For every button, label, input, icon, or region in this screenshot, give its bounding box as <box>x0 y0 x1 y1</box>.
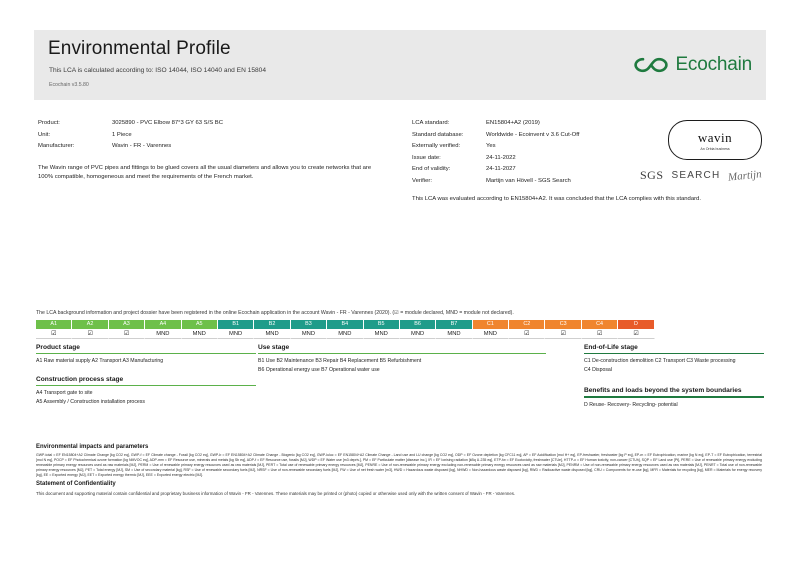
module-value: MND <box>327 329 363 339</box>
module-cell <box>218 320 254 339</box>
module-code: A4 <box>145 320 181 329</box>
benefits-block <box>584 387 764 409</box>
construction-stage-item: A4 Transport gate to site <box>36 390 93 397</box>
module-cell <box>327 320 363 339</box>
module-cell <box>618 320 654 339</box>
module-value: MND <box>436 329 472 339</box>
module-value: MND <box>473 329 509 339</box>
impacts-body: GWP-total = EF EN15804+A2 Climate Change [kg CO2 eq], GWP-f = EF Climate change - Fossil [kg CO2 eq], GWP-b = EF EN15804+A2 Climate Change - Biogenic [kg CO2 eq], GWP-luluc = EF EN15804+A2 Climate Change - Land use and LU change [kg CO2 eq], ODP = EF Ozone depletion [kg CFC11 eq], AP = EF Acidification [mol H+ eq], EP-freshwater, freshwater [kg P eq], EP-m = EF Eutrophication, marine [kg N eq], EP-T = EF Eutrophication, terrestrial [mol N eq], POCP = EF Photochemical ozone formation [kg NMVOC eq], ADP-mm = EF Resource use, minerals and metals [kg Sb eq], ADP-f = EF Resource use, fossils [MJ], WDP = EF Water use [m3 depriv.], PM = EF Particulate matter [disease inc.], IR = EF Ionising radiation [kBq U-235 eq], ETP-fw = EF Ecotoxicity, freshwater [CTUe], HTTP-c = EF Human toxicity, non-cancer [CTUh], SQP = EF Land use [Pt], PERE = Use of renewable primary energy excluding renewable primary energy resources used as raw materials [MJ], PERM = Use of renewable primary energy resources used as raw materials [MJ], PERT = Total use of renewable primary energy resources [MJ], PENRE = Use of non-renewable primary energy excluding non-renewable primary energy resources used as raw materials [MJ], PENRM = Use of non-renewable primary energy resources used as raw materials [MJ], PENRT = Total use of non-renewable primary energy resources [MJ], PET = Total energy [MJ], SM = Use of secondary material [kg], RSF = Use of renewable secondary fuels [MJ], NRSF = Use of non-renewable secondary fuels [MJ], FW = Use of net fresh water [m3], HWD = Hazardous waste disposed [kg], NHWD = Non-hazardous waste disposed [kg], RWD = Radioactive waste disposed [kg], CRU = Components for re-use [kg], MFR = Materials for recycling [kg], MER = Materials for energy recovery [kg], EE = Exported energy [MJ], EET = Exported energy thermic [MJ], EEE = Exported energy electric [MJ]. <box>36 453 762 478</box>
ecochain-logo <box>634 54 752 76</box>
use-stage-item: B1 Use B2 Maintenance B3 Repair B4 Replacement B5 Refurbishment <box>258 358 422 365</box>
search-logo: SEARCH <box>671 170 721 181</box>
meta-key: Issue date: <box>412 154 441 161</box>
module-value: ☑ <box>109 329 145 339</box>
module-value: MND <box>400 329 436 339</box>
module-group-use <box>218 320 473 339</box>
meta-value: 24-11-2022 <box>486 154 516 161</box>
module-cell <box>254 320 290 339</box>
module-cell <box>291 320 327 339</box>
module-cell <box>473 320 509 339</box>
eol-stage-block <box>584 344 764 375</box>
module-value: MND <box>145 329 181 339</box>
module-group-benefits <box>618 320 654 339</box>
meta-row <box>412 118 652 130</box>
meta-key: Product: <box>38 120 60 126</box>
module-cell <box>145 320 181 339</box>
modules-note: The LCA background information and project dossier have been registered in the online Ecochain application in the account Wavin - FR - Varennes (2020). (☑ = module declared, MND = module not declared). <box>36 310 514 316</box>
use-stage-title: Use stage <box>258 344 290 351</box>
module-cell <box>436 320 472 339</box>
meta-value: Worldwide - Ecoinvent v 3.6 Cut-Off <box>486 131 580 138</box>
eol-stage-title: End-of-Life stage <box>584 344 638 351</box>
benefits-title: Benefits and loads beyond the system boundaries <box>584 387 742 395</box>
meta-row <box>38 130 378 142</box>
wavin-logo <box>668 120 762 160</box>
module-value: MND <box>182 329 218 339</box>
page-title: Environmental Profile <box>48 38 231 59</box>
meta-value: 1 Piece <box>112 131 132 138</box>
module-cell <box>545 320 581 339</box>
benefits-item: D Reuse- Recovery- Recycling- potential <box>584 401 678 408</box>
module-code: A1 <box>36 320 72 329</box>
eol-stage-item: C1 De-construction demolition C2 Transport C3 Waste processing <box>584 358 736 365</box>
meta-key: Standard database: <box>412 131 464 138</box>
construction-stage-block <box>36 376 256 407</box>
module-cell <box>182 320 218 339</box>
confidentiality-section <box>36 481 762 497</box>
module-code: A2 <box>72 320 108 329</box>
stage-right-column <box>584 344 764 410</box>
module-code: B7 <box>436 320 472 329</box>
construction-stage-title: Construction process stage <box>36 376 124 383</box>
meta-left-column <box>38 118 378 183</box>
module-cell <box>582 320 618 339</box>
module-code: B2 <box>254 320 290 329</box>
meta-row <box>412 164 652 176</box>
meta-row <box>38 118 378 130</box>
module-cell <box>400 320 436 339</box>
module-value: ☑ <box>545 329 581 339</box>
module-group-eol <box>473 320 619 339</box>
meta-row <box>412 153 652 165</box>
product-stage-items: A1 Raw material supply A2 Transport A3 Manufacturing <box>36 358 164 365</box>
confidentiality-title: Statement of Confidentiality <box>36 481 116 487</box>
module-code: B3 <box>291 320 327 329</box>
product-stage-block <box>36 344 256 366</box>
module-code: B6 <box>400 320 436 329</box>
use-stage-block <box>258 344 546 375</box>
meta-right-column <box>412 118 652 187</box>
module-code: A3 <box>109 320 145 329</box>
meta-row <box>412 130 652 142</box>
meta-key: LCA standard: <box>412 120 450 126</box>
meta-value: 3025890 - PVC Elbow 87°3 GY 63 S/S BC <box>112 120 223 126</box>
impacts-title: Environmental impacts and parameters <box>36 444 149 450</box>
module-code: C1 <box>473 320 509 329</box>
module-code: B5 <box>364 320 400 329</box>
meta-key: Externally verified: <box>412 143 461 149</box>
meta-row <box>412 141 652 153</box>
module-value: ☑ <box>509 329 545 339</box>
brand-name: Ecochain <box>675 54 752 75</box>
meta-value: Wavin - FR - Varennes <box>112 143 172 149</box>
divider <box>258 353 546 354</box>
meta-value: Yes <box>486 143 496 149</box>
module-cell <box>72 320 108 339</box>
divider <box>36 385 256 386</box>
use-stage-item: B6 Operational energy use B7 Operational water use <box>258 367 380 374</box>
meta-row <box>412 176 652 188</box>
module-code: A5 <box>182 320 218 329</box>
meta-key: End of validity: <box>412 166 451 172</box>
meta-key: Manufacturer: <box>38 143 75 149</box>
module-code: C3 <box>545 320 581 329</box>
module-value: ☑ <box>72 329 108 339</box>
divider <box>36 353 256 354</box>
meta-row <box>38 141 378 153</box>
header-subtitle: This LCA is calculated according to: ISO 14044, ISO 14040 and EN 15804 <box>49 67 266 74</box>
module-code: C2 <box>509 320 545 329</box>
meta-value: 24-11-2027 <box>486 166 516 172</box>
module-code: C4 <box>582 320 618 329</box>
module-value: ☑ <box>36 329 72 339</box>
meta-value: EN15804+A2 (2019) <box>486 120 540 126</box>
confidentiality-body: This document and supporting material contain confidential and proprietary business information of Wavin - FR - Varennes. These materials may be printed or (photo) copied or otherwise used only with the written consent of Wavin - FR - Varennes. <box>36 491 516 496</box>
module-cell <box>364 320 400 339</box>
module-code: B4 <box>327 320 363 329</box>
product-description: The Wavin range of PVC pipes and fittings to be glued covers all the usual diameters and allows you to create networks that are 100% compatible, homogeneous and meet the requirements of the French market. <box>38 164 372 180</box>
verifier-logos <box>640 168 762 183</box>
module-cell <box>36 320 72 339</box>
divider <box>584 396 764 397</box>
product-stage-title: Product stage <box>36 344 80 351</box>
stage-sections <box>36 344 764 454</box>
module-value: MND <box>254 329 290 339</box>
module-value: MND <box>364 329 400 339</box>
eol-stage-item: C4 Disposal <box>584 367 612 374</box>
infinity-icon <box>634 56 668 74</box>
meta-value: Martijn van Hövell - SGS Search <box>486 177 571 184</box>
modules-table <box>36 320 764 339</box>
signature-mark: Martijn <box>727 167 763 184</box>
module-code: B1 <box>218 320 254 329</box>
verification-statement: This LCA was evaluated according to EN15804+A2. It was concluded that the LCA complies with this standard. <box>412 196 701 202</box>
module-cell <box>109 320 145 339</box>
wavin-logo-name: wavin <box>697 129 733 145</box>
divider <box>584 353 764 354</box>
sgs-logo: SGS <box>639 168 664 182</box>
module-value: MND <box>218 329 254 339</box>
construction-stage-item: A5 Assembly / Construction installation process <box>36 399 145 406</box>
meta-key: Unit: <box>38 131 51 138</box>
document-header <box>34 30 766 100</box>
module-value: MND <box>291 329 327 339</box>
module-code: D <box>618 320 654 329</box>
wavin-logo-tagline: An Orbia business <box>700 146 730 151</box>
meta-key: Verifier: <box>412 177 432 184</box>
module-group-product <box>36 320 218 339</box>
module-value: ☑ <box>582 329 618 339</box>
header-version: Ecochain v3.5.80 <box>49 82 89 88</box>
module-value: ☑ <box>618 329 654 339</box>
impacts-section <box>36 444 762 478</box>
module-cell <box>509 320 545 339</box>
